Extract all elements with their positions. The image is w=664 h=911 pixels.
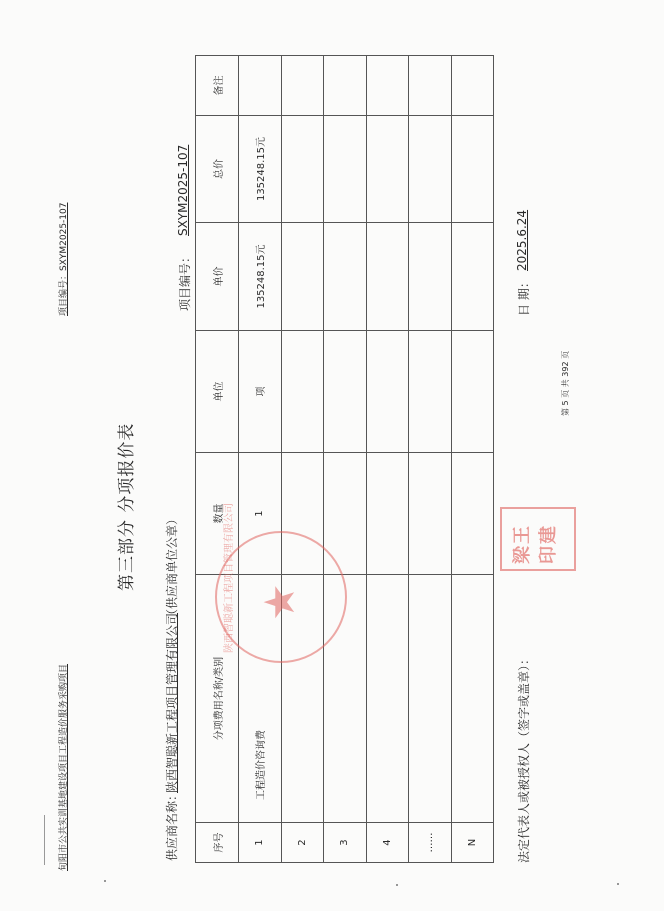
header-cell: 备注 xyxy=(196,56,239,116)
cell-item-name: 工程造价咨询费 xyxy=(239,575,282,823)
cell-remark xyxy=(366,56,409,116)
personal-stamp-text: 梁王印建 xyxy=(512,524,559,564)
cell-remark xyxy=(451,56,494,116)
cell-remark xyxy=(409,56,452,116)
quote-table xyxy=(195,55,494,863)
cell-item-name xyxy=(451,575,494,823)
cell-quantity xyxy=(409,453,452,575)
supplier-seal-note: （供应商单位公章） xyxy=(165,512,179,621)
header-cell: 总价 xyxy=(196,116,239,223)
cell-unit-price xyxy=(366,223,409,331)
cell-index: 4 xyxy=(366,823,409,863)
signature-label: 法定代表人或被授权人（签字或盖章）： xyxy=(517,652,531,863)
project-no-label: 项目编号： xyxy=(178,250,192,311)
table-row xyxy=(239,56,282,863)
cell-unit xyxy=(281,331,324,453)
supplier-name: 陕西智聪新工程项目管理有限公司 xyxy=(165,612,179,793)
cell-index: N xyxy=(451,823,494,863)
cell-index: 1 xyxy=(239,823,282,863)
cell-total-price xyxy=(451,116,494,223)
header-cell: 单位 xyxy=(196,331,239,453)
table-header-row xyxy=(196,56,239,863)
date-label: 日 期： xyxy=(517,276,531,316)
cell-quantity: 1 xyxy=(239,453,282,575)
company-seal-text: 陕西智聪新工程项目管理有限公司 xyxy=(224,503,235,653)
cell-unit-price xyxy=(324,223,367,331)
header-project-number: 项目编号：SXYM2025-107 xyxy=(59,202,69,316)
cell-total-price xyxy=(324,116,367,223)
table-row xyxy=(366,56,409,863)
date-value: 2025.6.24 xyxy=(515,209,529,271)
cell-total-price xyxy=(281,116,324,223)
header-cell: 序号 xyxy=(196,823,239,863)
cell-unit xyxy=(409,331,452,453)
cell-unit xyxy=(324,331,367,453)
cell-remark xyxy=(324,56,367,116)
cell-unit: 项 xyxy=(239,331,282,453)
table-row xyxy=(409,56,452,863)
page-info: 第 5 页 共 392 页 xyxy=(561,350,570,416)
cell-index: …… xyxy=(409,823,452,863)
cell-index: 2 xyxy=(281,823,324,863)
cell-quantity xyxy=(451,453,494,575)
cell-remark xyxy=(239,56,282,116)
cell-total-price xyxy=(409,116,452,223)
table-row xyxy=(324,56,367,863)
header-cell: 数量 xyxy=(196,453,239,575)
header-cell: 分项费用名称/类别 xyxy=(196,575,239,823)
cell-total-price xyxy=(366,116,409,223)
supplier-label: 供应商名称： xyxy=(165,788,179,861)
cell-item-name xyxy=(366,575,409,823)
cell-quantity xyxy=(366,453,409,575)
cell-unit-price: 135248.15元 xyxy=(239,223,282,331)
table-row xyxy=(281,56,324,863)
cell-unit-price xyxy=(451,223,494,331)
project-no-value: SXYM2025-107 xyxy=(176,144,190,236)
page-title: 第三部分 分项报价表 xyxy=(117,422,137,591)
cell-item-name xyxy=(409,575,452,823)
cell-unit xyxy=(451,331,494,453)
cell-index: 3 xyxy=(324,823,367,863)
cell-total-price: 135248.15元 xyxy=(239,116,282,223)
header-project-title: 旬阳市公共实训基地建设项目工程造价服务采购项目 xyxy=(59,663,69,871)
cell-unit-price xyxy=(281,223,324,331)
header-cell: 单价 xyxy=(196,223,239,331)
seal-star-icon: ★ xyxy=(255,583,304,621)
table-row xyxy=(451,56,494,863)
cell-remark xyxy=(281,56,324,116)
cell-unit xyxy=(366,331,409,453)
cell-unit-price xyxy=(409,223,452,331)
